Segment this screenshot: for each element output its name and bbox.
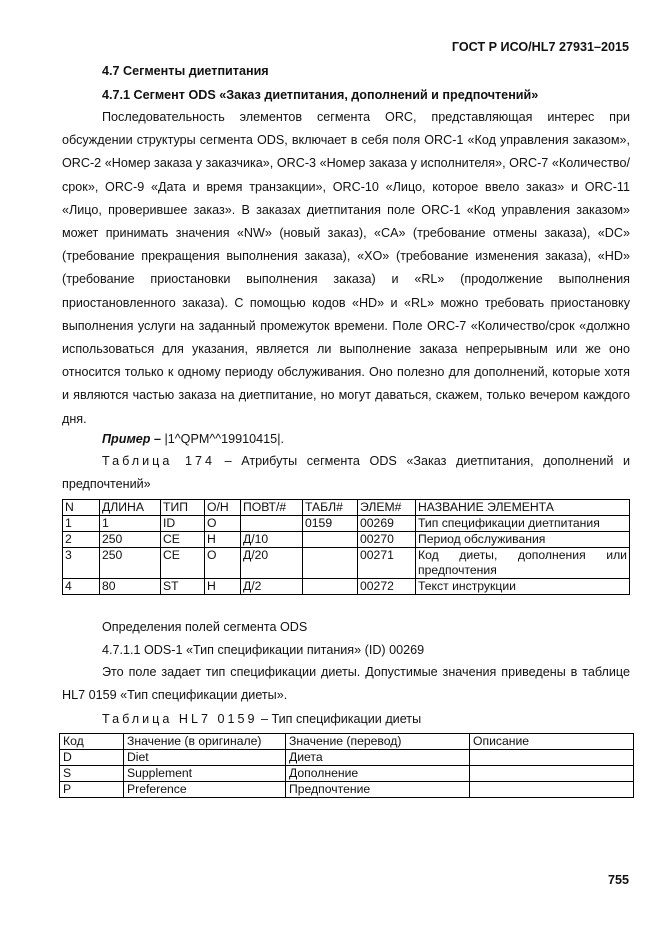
example-line xyxy=(102,432,284,446)
table-cell: 1 xyxy=(100,516,161,532)
table-cell: CE xyxy=(161,532,205,548)
table-cell: Н xyxy=(205,579,241,595)
document-header-standard: ГОСТ Р ИСО/HL7 27931–2015 xyxy=(451,40,629,54)
table-cell: P xyxy=(60,782,124,798)
table-cell: Код диеты, дополнения или предпочтения xyxy=(416,548,630,579)
page-number: 755 xyxy=(607,873,629,887)
table-cell: Дополнение xyxy=(286,766,470,782)
table-row xyxy=(60,766,634,782)
table-cell: CE xyxy=(161,548,205,579)
table-cell: ST xyxy=(161,579,205,595)
column-header: ПОВТ/# xyxy=(241,500,303,516)
table-cell: Д/2 xyxy=(241,579,303,595)
table-cell: 250 xyxy=(100,548,161,579)
table-174-caption-prefix: Таблица 174 xyxy=(102,454,215,468)
table-cell: О xyxy=(205,548,241,579)
table-cell: 2 xyxy=(63,532,100,548)
table-cell: 4 xyxy=(63,579,100,595)
table-174-caption-text: – Атрибуты сегмента ODS «Заказ диетпитания, дополнений и предпочтений» xyxy=(62,454,631,492)
column-header: ТИП xyxy=(161,500,205,516)
table-cell xyxy=(470,782,634,798)
column-header: ЭЛЕМ# xyxy=(358,500,416,516)
section-title-4-7-1: 4.7.1 Сегмент ODS «Заказ диетпитания, дополнений и предпочтений» xyxy=(102,88,539,102)
table-cell: Тип спецификации диетпитания xyxy=(416,516,630,532)
definitions-heading: Определения полей сегмента ODS xyxy=(102,620,308,634)
example-value: |1^QPM^^19910415|. xyxy=(164,432,284,446)
table-row xyxy=(60,750,634,766)
table-cell: D xyxy=(60,750,124,766)
table-0159-caption-text: – Тип спецификации диеты xyxy=(261,712,422,726)
table-cell: Диета xyxy=(286,750,470,766)
table-cell: Период обслуживания xyxy=(416,532,630,548)
table-cell: Д/20 xyxy=(241,548,303,579)
column-header: НАЗВАНИЕ ЭЛЕМЕНТА xyxy=(416,500,630,516)
table-0159-caption xyxy=(102,712,421,726)
body-paragraph-ods: Последовательность элементов сегмента ORC, представляющая интерес при обсуждении структуры сегмента ODS, включает в себя поля ORC-1 «Код управления заказом», ORC-2 «Номер заказа у заказчика», ORC-3 «Номер заказа у исполнителя», ORC-7 «Количество/срок», ORC-9 «Дата и время транзакции», ORC-10 «Лицо, которое ввело заказ» и ORC-11 «Лицо, проверившее заказ». В заказах диетпитания поле ORC-1 «Код управления заказом» может принимать значения «NW» (новый заказ), «CA» (требование отмены заказа), «DC» (требование прекращения выполнения заказа), «XO» (требование изменения заказа), «HD» (требование приостановки выполнения заказа) и «RL» (продолжение выполнения приостановленного заказа). С помощью кодов «HD» и «RL» можно требовать приостановку выполнения услуги на заданный промежуток времени. Поле ORC-7 «Количество/срок «должно использоваться для указания, является ли выполнение заказа непрерывным или же оно относится только к одному периоду обслуживания. Оно полезно для дополнений, которые хотя и являются частью заказа на диетпитание, но могут даваться, скажем, только вечером каждого дня. xyxy=(62,110,630,426)
table-row xyxy=(63,516,630,532)
column-header: Описание xyxy=(470,734,634,750)
table-cell: Д/10 xyxy=(241,532,303,548)
table-cell: Supplement xyxy=(124,766,286,782)
field-title-4-7-1-1: 4.7.1.1 ODS-1 «Тип спецификации питания» (ID) 00269 xyxy=(102,643,425,657)
table-hl7-0159-diet-spec-type xyxy=(59,733,634,798)
table-cell: Н xyxy=(205,532,241,548)
table-cell: 250 xyxy=(100,532,161,548)
table-cell xyxy=(303,579,358,595)
column-header: ДЛИНА xyxy=(100,500,161,516)
table-cell: 0159 xyxy=(303,516,358,532)
table-row xyxy=(63,579,630,595)
section-title-4-7: 4.7 Сегменты диетпитания xyxy=(102,64,269,78)
table-cell: 1 xyxy=(63,516,100,532)
table-cell: 00271 xyxy=(358,548,416,579)
table-row xyxy=(63,532,630,548)
table-cell: 00270 xyxy=(358,532,416,548)
table-cell: О xyxy=(205,516,241,532)
table-cell xyxy=(303,548,358,579)
table-cell: 00269 xyxy=(358,516,416,532)
table-header-row xyxy=(60,734,634,750)
column-header: Код xyxy=(60,734,124,750)
table-row xyxy=(60,782,634,798)
table-cell: 00272 xyxy=(358,579,416,595)
table-cell: Diet xyxy=(124,750,286,766)
table-cell xyxy=(470,766,634,782)
column-header: О/Н xyxy=(205,500,241,516)
example-label: Пример – xyxy=(102,432,161,446)
column-header: Значение (перевод) xyxy=(286,734,470,750)
column-header: Значение (в оригинале) xyxy=(124,734,286,750)
table-cell: Preference xyxy=(124,782,286,798)
table-cell: 3 xyxy=(63,548,100,579)
column-header: N xyxy=(63,500,100,516)
table-cell: Текст инструкции xyxy=(416,579,630,595)
table-cell: ID xyxy=(161,516,205,532)
table-cell: S xyxy=(60,766,124,782)
table-0159-caption-prefix: Таблица HL7 0159 xyxy=(102,712,258,726)
table-row xyxy=(63,548,630,579)
table-cell xyxy=(303,532,358,548)
table-cell: Предпочтение xyxy=(286,782,470,798)
table-cell: 80 xyxy=(100,579,161,595)
table-174-caption xyxy=(62,450,630,496)
column-header: ТАБЛ# xyxy=(303,500,358,516)
table-header-row xyxy=(63,500,630,516)
table-174-ods-attributes xyxy=(62,499,630,595)
body-paragraph-ods-1: Это поле задает тип спецификации диеты. Допустимые значения приведены в таблице HL7 0159 «Тип спецификации диеты». xyxy=(62,665,630,703)
table-cell xyxy=(241,516,303,532)
table-cell xyxy=(470,750,634,766)
